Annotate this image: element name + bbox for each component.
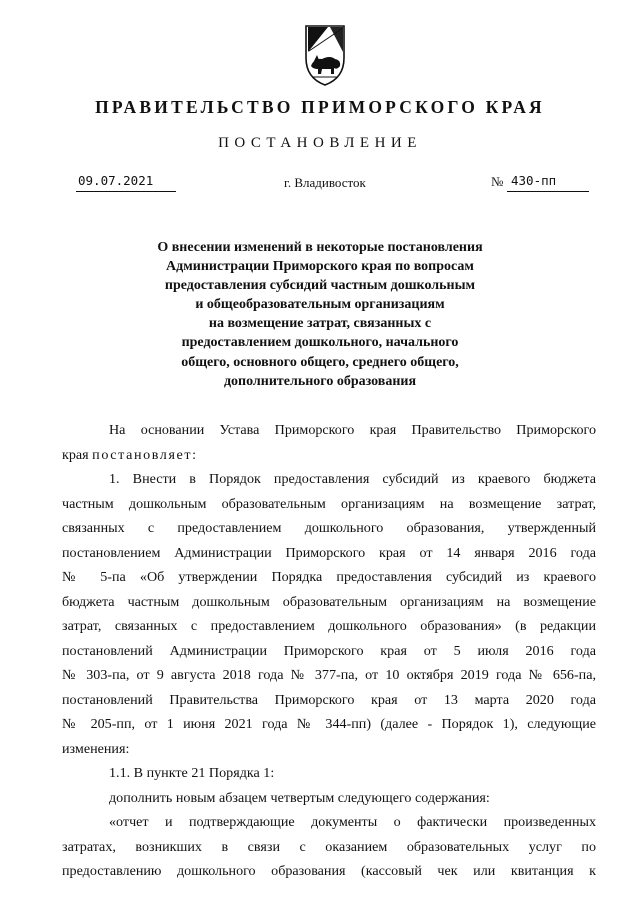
subject-line: Администрации Приморского края по вопросам <box>166 259 474 275</box>
paragraph-line: частным дошкольным образовательным организациям на возмещение затрат, <box>62 495 596 512</box>
coat-of-arms-icon <box>300 22 350 88</box>
paragraph-line <box>62 443 596 468</box>
subject-line: на возмещение затрат, связанных с <box>208 316 432 332</box>
document-date: 09.07.2021 <box>78 173 154 188</box>
paragraph-line: связанных с предоставлением дошкольного образования, утвержденный <box>62 520 596 536</box>
paragraph-line: затрат, связанных с предоставлением дошкольного образования» (в редакции <box>62 618 596 634</box>
paragraph-line: постановлений Правительства Приморского края от 13 марта 2020 года <box>62 691 596 708</box>
paragraph-line: дополнить новым абзацем четвертым следующего содержания: <box>109 789 490 806</box>
paragraph-line: 1. Внести в Порядок предоставления субсидий из краевого бюджета <box>109 471 596 487</box>
paragraph-line: № 205-пп, от 1 июня 2021 года № 344-пп) (далее - Порядок 1), следующие <box>62 716 596 732</box>
paragraph-line: № 303-па, от 9 августа 2018 года № 377-па, от 10 октября 2019 года № 656-па, <box>62 667 596 683</box>
paragraph-text: края <box>62 446 89 463</box>
paragraph-line: «отчет и подтверждающие документы о фактически произведенных <box>109 814 596 830</box>
subject-line: О внесении изменений в некоторые постановления <box>157 240 483 255</box>
paragraph-line: постановлений Администрации Приморского края от 5 июля 2016 года <box>62 642 596 659</box>
subject-line: общего, основного общего, среднего общего, <box>181 354 459 370</box>
resolves-keyword: постановляет: <box>92 446 198 463</box>
date-field <box>76 173 176 192</box>
document-subject <box>110 238 530 391</box>
document-body <box>62 418 596 884</box>
paragraph-line: предоставлению дошкольного образования (кассовый чек или квитанция к <box>62 863 596 879</box>
subject-line: предоставления субсидий частным дошкольным <box>164 278 476 294</box>
city: г. Владивосток <box>284 175 366 190</box>
subject-line: дополнительного образования <box>223 373 417 389</box>
paragraph-line: На основании Устава Приморского края Правительство Приморского <box>109 422 596 438</box>
number-field <box>507 173 589 192</box>
paragraph-line: затратах, возникших в связи с оказанием образовательных услуг по <box>62 838 596 855</box>
paragraph-line: бюджета частным дошкольным образовательным организациям на возмещение <box>62 593 596 610</box>
paragraph-line: изменения: <box>62 740 130 757</box>
number-label: № <box>491 174 504 189</box>
subject-line: предоставлением дошкольного, начального <box>181 335 459 351</box>
paragraph-line: 1.1. В пункте 21 Порядка 1: <box>109 765 275 781</box>
document-number: 430-пп <box>511 173 557 188</box>
document-type: ПОСТАНОВЛЕНИЕ <box>218 135 422 151</box>
paragraph-line: № 5-па «Об утверждении Порядка предоставления субсидий из краевого <box>62 569 596 585</box>
paragraph-line: постановлением Администрации Приморского края от 14 января 2016 года <box>62 544 596 561</box>
government-title: ПРАВИТЕЛЬСТВО ПРИМОРСКОГО КРАЯ <box>95 97 545 117</box>
subject-line: и общеобразовательным организациям <box>195 297 445 313</box>
